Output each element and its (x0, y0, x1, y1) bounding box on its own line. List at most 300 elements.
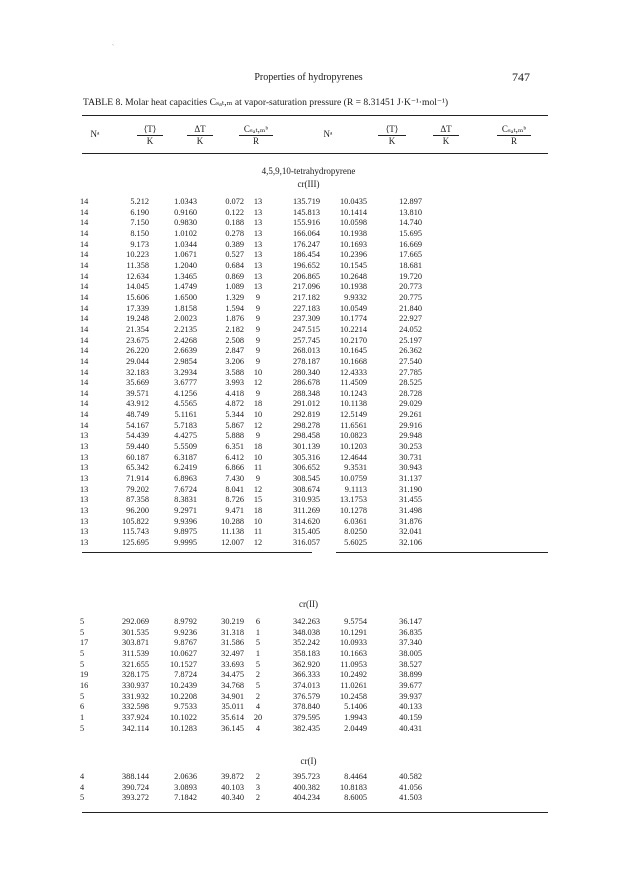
cell-mean-t-right: 305.316 (293, 452, 320, 462)
cell-delta-t-right: 12.4644 (340, 452, 367, 462)
table-row (80, 485, 422, 496)
cell-mean-t-left: 125.695 (122, 538, 149, 547)
cell-n-left: 13 (80, 527, 89, 537)
cell-mean-t-right: 217.182 (293, 292, 320, 302)
cell-heat-capacity-left: 1.876 (225, 314, 244, 324)
cell-n-right: 13 (253, 271, 263, 281)
compound-name: 4,5,9,10-tetrahydropyrene (261, 166, 356, 176)
data-table-cr2 (80, 617, 422, 734)
cell-delta-t-left: 1.2040 (174, 260, 197, 270)
cell-heat-capacity-right: 31.190 (399, 484, 422, 494)
cell-mean-t-left: 6.190 (130, 207, 149, 217)
table-row (80, 357, 422, 368)
cell-delta-t-right: 10.1203 (340, 442, 367, 452)
cell-heat-capacity-left: 8.041 (225, 484, 244, 494)
cell-heat-capacity-left: 31.586 (221, 638, 244, 648)
cell-delta-t-right: 9.9332 (344, 292, 367, 302)
cell-delta-t-right: 1.9943 (344, 712, 367, 722)
table-row (80, 702, 422, 713)
cell-delta-t-left: 6.2419 (174, 463, 197, 473)
cell-heat-capacity-left: 39.872 (221, 772, 244, 781)
cell-mean-t-right: 196.652 (293, 260, 320, 270)
table-row (80, 336, 422, 347)
cell-delta-t-left: 6.3187 (174, 452, 197, 462)
cell-delta-t-left: 1.0344 (174, 239, 197, 249)
cell-delta-t-left: 2.2135 (174, 324, 197, 334)
cell-n-left: 4 (80, 782, 85, 792)
cell-heat-capacity-right: 38.527 (399, 659, 422, 669)
cell-n-left: 14 (80, 367, 89, 377)
cell-heat-capacity-left: 4.872 (225, 399, 244, 409)
cell-delta-t-right: 10.1938 (340, 228, 367, 238)
cell-mean-t-left: 21.354 (126, 324, 149, 334)
table-row (80, 495, 422, 506)
table-row (80, 638, 422, 649)
cell-n-right: 9 (255, 431, 261, 441)
cell-n-right: 5 (255, 680, 261, 690)
cell-delta-t-left: 9.7533 (174, 702, 197, 712)
cell-n-left: 14 (80, 378, 89, 388)
cell-n-left: 14 (80, 250, 89, 260)
cell-heat-capacity-left: 0.389 (225, 239, 244, 249)
cell-mean-t-left: 15.606 (126, 292, 149, 302)
cell-mean-t-right: 404.234 (293, 793, 320, 803)
cell-mean-t-left: 87.358 (126, 495, 149, 505)
cell-delta-t-right: 5.6025 (344, 538, 367, 547)
cell-n-right: 13 (253, 228, 263, 238)
table-row (80, 282, 422, 293)
cell-mean-t-right: 310.935 (293, 495, 320, 505)
cell-heat-capacity-right: 22.927 (399, 314, 422, 324)
cell-heat-capacity-left: 40.103 (221, 782, 244, 792)
cell-delta-t-left: 10.2208 (170, 691, 197, 701)
cell-delta-t-left: 1.0671 (174, 250, 197, 260)
cell-delta-t-right: 10.0435 (340, 197, 367, 206)
col-head-c-right: Cₛₐₜ,ₘᵇ R (490, 124, 538, 146)
cell-mean-t-left: 12.634 (126, 271, 149, 281)
cell-delta-t-left: 1.0343 (174, 197, 197, 206)
table-row (80, 713, 422, 724)
cell-heat-capacity-left: 9.471 (225, 506, 244, 516)
cell-n-left: 4 (80, 772, 85, 781)
cell-n-right: 9 (255, 388, 261, 398)
cell-heat-capacity-left: 1.594 (225, 303, 244, 313)
cell-delta-t-left: 2.0023 (174, 314, 197, 324)
cell-mean-t-right: 227.183 (293, 303, 320, 313)
cell-heat-capacity-right: 19.720 (399, 271, 422, 281)
cell-heat-capacity-left: 33.693 (221, 659, 244, 669)
cell-mean-t-left: 301.535 (122, 627, 149, 637)
cell-delta-t-right: 5.1406 (344, 702, 367, 712)
cell-mean-t-right: 288.348 (293, 388, 320, 398)
cell-heat-capacity-left: 3.993 (225, 378, 244, 388)
cell-heat-capacity-left: 35.011 (221, 702, 244, 712)
cell-n-right: 18 (253, 399, 263, 409)
section-rule-left (82, 552, 312, 553)
cell-heat-capacity-left: 6.866 (225, 463, 244, 473)
cell-n-left: 6 (80, 702, 85, 712)
cell-delta-t-left: 7.8724 (174, 670, 197, 680)
col-head-t-left: ⟨T⟩ K (130, 124, 170, 146)
cell-heat-capacity-right: 28.728 (399, 388, 422, 398)
cell-heat-capacity-right: 41.503 (399, 793, 422, 803)
cell-mean-t-left: 59.440 (126, 442, 149, 452)
cell-mean-t-left: 23.675 (126, 335, 149, 345)
cell-heat-capacity-left: 1.089 (225, 282, 244, 292)
cell-delta-t-right: 10.1668 (340, 356, 367, 366)
cell-n-right: 9 (255, 335, 261, 345)
cell-n-left: 14 (80, 260, 89, 270)
cell-delta-t-left: 1.8158 (174, 303, 197, 313)
cell-mean-t-left: 60.187 (126, 452, 149, 462)
cell-delta-t-left: 4.4275 (174, 431, 197, 441)
cell-mean-t-left: 19.248 (126, 314, 149, 324)
cell-heat-capacity-right: 40.159 (399, 712, 422, 722)
cell-delta-t-right: 10.1138 (340, 399, 367, 409)
cell-delta-t-left: 9.9236 (174, 627, 197, 637)
cell-n-left: 13 (80, 538, 89, 547)
section-label-cr2: cr(II) (299, 599, 318, 609)
col-head-n-right: Nᵃ (323, 129, 333, 139)
cell-heat-capacity-right: 39.937 (399, 691, 422, 701)
cell-heat-capacity-right: 24.052 (399, 324, 422, 334)
cell-n-right: 12 (253, 538, 263, 547)
cell-delta-t-right: 10.1938 (340, 282, 367, 292)
cell-delta-t-right: 10.2396 (340, 250, 367, 260)
table-row (80, 527, 422, 538)
cell-heat-capacity-left: 36.145 (221, 723, 244, 733)
cell-mean-t-right: 358.183 (293, 648, 320, 658)
cell-delta-t-left: 1.4749 (174, 282, 197, 292)
cell-heat-capacity-right: 30.253 (399, 442, 422, 452)
cell-mean-t-right: 376.579 (293, 691, 320, 701)
cell-n-right: 4 (255, 702, 261, 712)
cell-mean-t-right: 280.340 (293, 367, 320, 377)
cell-heat-capacity-left: 40.340 (221, 793, 244, 803)
cell-delta-t-right: 11.0261 (340, 680, 367, 690)
table-row (80, 517, 422, 528)
cell-mean-t-right: 166.064 (293, 228, 320, 238)
cell-n-left: 19 (80, 670, 89, 680)
cell-n-right: 10 (253, 516, 263, 526)
section-rule-right (336, 552, 548, 553)
cell-n-left: 5 (80, 627, 85, 637)
table-row (80, 724, 422, 735)
cell-heat-capacity-left: 3.206 (225, 356, 244, 366)
cell-n-right: 2 (255, 670, 261, 680)
cell-n-left: 14 (80, 388, 89, 398)
cell-n-left: 13 (80, 442, 89, 452)
cell-heat-capacity-right: 29.029 (399, 399, 422, 409)
cell-heat-capacity-left: 10.288 (221, 516, 244, 526)
cell-delta-t-left: 5.7183 (174, 420, 197, 430)
cell-heat-capacity-right: 31.498 (399, 506, 422, 516)
cell-delta-t-left: 9.8975 (174, 527, 197, 537)
cell-mean-t-left: 311.539 (122, 648, 149, 658)
cell-mean-t-right: 306.652 (293, 463, 320, 473)
cell-mean-t-left: 65.342 (126, 463, 149, 473)
cell-delta-t-right: 8.0250 (344, 527, 367, 537)
cell-heat-capacity-left: 0.188 (225, 218, 244, 228)
cell-delta-t-right: 10.2648 (340, 271, 367, 281)
cell-heat-capacity-left: 0.684 (225, 260, 244, 270)
cell-delta-t-right: 11.0953 (340, 659, 367, 669)
cell-delta-t-right: 10.0549 (340, 303, 367, 313)
data-table-cr1 (80, 772, 422, 804)
cell-heat-capacity-left: 8.726 (225, 495, 244, 505)
cell-n-left: 1 (80, 712, 85, 722)
cell-delta-t-left: 8.9792 (174, 617, 197, 626)
cell-mean-t-right: 379.595 (293, 712, 320, 722)
cell-n-right: 10 (253, 452, 263, 462)
cell-mean-t-left: 11.358 (126, 260, 149, 270)
data-table-cr3 (80, 197, 422, 549)
cell-heat-capacity-left: 35.614 (221, 712, 244, 722)
cell-mean-t-right: 145.813 (293, 207, 320, 217)
cell-heat-capacity-right: 31.876 (399, 516, 422, 526)
cell-heat-capacity-left: 3.588 (225, 367, 244, 377)
cell-delta-t-left: 1.0102 (174, 228, 197, 238)
cell-n-left: 14 (80, 239, 89, 249)
cell-n-right: 12 (253, 378, 263, 388)
table-row (80, 197, 422, 208)
cell-n-left: 5 (80, 648, 85, 658)
col-head-n-left: Nᵃ (90, 129, 100, 139)
cell-n-left: 14 (80, 197, 89, 206)
table-row (80, 681, 422, 692)
table-row (80, 389, 422, 400)
cell-heat-capacity-right: 39.677 (399, 680, 422, 690)
cell-delta-t-right: 10.1645 (340, 346, 367, 356)
table-row (80, 421, 422, 432)
cell-n-left: 13 (80, 484, 89, 494)
cell-n-left: 14 (80, 399, 89, 409)
cell-mean-t-right: 247.515 (293, 324, 320, 334)
cell-delta-t-left: 9.8767 (174, 638, 197, 648)
cell-heat-capacity-left: 4.418 (225, 388, 244, 398)
section-label-cr3: cr(III) (297, 179, 320, 189)
cell-heat-capacity-left: 1.329 (225, 292, 244, 302)
cell-delta-t-left: 0.9160 (174, 207, 197, 217)
cell-delta-t-right: 10.1414 (340, 207, 367, 217)
cell-mean-t-left: 321.655 (122, 659, 149, 669)
cell-delta-t-left: 3.0893 (174, 782, 197, 792)
cell-mean-t-right: 257.745 (293, 335, 320, 345)
cell-n-left: 5 (80, 793, 85, 803)
cell-heat-capacity-left: 30.219 (221, 617, 244, 626)
cell-mean-t-left: 292.069 (122, 617, 149, 626)
table-row (80, 506, 422, 517)
cell-delta-t-right: 8.6005 (344, 793, 367, 803)
cell-n-left: 14 (80, 335, 89, 345)
table-row (80, 660, 422, 671)
cell-n-right: 9 (255, 292, 261, 302)
cell-mean-t-right: 352.242 (293, 638, 320, 648)
cell-mean-t-left: 342.114 (122, 723, 149, 733)
cell-mean-t-left: 9.173 (130, 239, 149, 249)
cell-delta-t-left: 10.2439 (170, 680, 197, 690)
cell-n-left: 14 (80, 303, 89, 313)
cell-delta-t-right: 10.2458 (340, 691, 367, 701)
cell-mean-t-right: 362.920 (293, 659, 320, 669)
cell-heat-capacity-left: 6.351 (225, 442, 244, 452)
cell-delta-t-left: 10.0627 (170, 648, 197, 658)
cell-n-right: 5 (255, 638, 261, 648)
table-row (80, 793, 422, 804)
table-row (80, 410, 422, 421)
cell-heat-capacity-left: 5.344 (225, 410, 244, 420)
cell-mean-t-left: 330.937 (122, 680, 149, 690)
cell-delta-t-right: 10.1545 (340, 260, 367, 270)
cell-mean-t-right: 286.678 (293, 378, 320, 388)
table-row (80, 240, 422, 251)
cell-n-right: 13 (253, 282, 263, 292)
cell-heat-capacity-right: 30.943 (399, 463, 422, 473)
cell-heat-capacity-right: 28.525 (399, 378, 422, 388)
table-row (80, 538, 422, 549)
cell-heat-capacity-right: 38.005 (399, 648, 422, 658)
cell-delta-t-right: 12.5149 (340, 410, 367, 420)
cell-delta-t-right: 12.4333 (340, 367, 367, 377)
cell-delta-t-right: 2.0449 (344, 723, 367, 733)
cell-heat-capacity-right: 40.431 (399, 723, 422, 733)
cell-heat-capacity-right: 31.137 (399, 474, 422, 484)
cell-n-left: 13 (80, 516, 89, 526)
cell-mean-t-right: 298.458 (293, 431, 320, 441)
cell-mean-t-left: 32.183 (126, 367, 149, 377)
cell-mean-t-right: 315.405 (293, 527, 320, 537)
cell-mean-t-left: 105.822 (122, 516, 149, 526)
cell-heat-capacity-left: 2.182 (225, 324, 244, 334)
cell-mean-t-left: 332.598 (122, 702, 149, 712)
cell-heat-capacity-right: 27.540 (399, 356, 422, 366)
cell-mean-t-left: 328.175 (122, 670, 149, 680)
cell-mean-t-right: 301.139 (293, 442, 320, 452)
cell-mean-t-left: 71.914 (126, 474, 149, 484)
cell-n-left: 14 (80, 314, 89, 324)
cell-delta-t-right: 10.0933 (340, 638, 367, 648)
cell-heat-capacity-right: 13.810 (399, 207, 422, 217)
cell-heat-capacity-right: 30.731 (399, 452, 422, 462)
cell-mean-t-right: 268.013 (293, 346, 320, 356)
cell-mean-t-right: 311.269 (293, 506, 320, 516)
table-header-rule (82, 153, 548, 154)
cell-mean-t-right: 308.545 (293, 474, 320, 484)
cell-n-left: 14 (80, 410, 89, 420)
cell-n-left: 13 (80, 495, 89, 505)
stray-mark: ˎ (112, 40, 114, 46)
table-row (80, 442, 422, 453)
cell-heat-capacity-left: 5.888 (225, 431, 244, 441)
cell-n-left: 16 (80, 680, 89, 690)
col-head-c-left: Cₛₐₜ,ₘᵇ R (232, 124, 280, 146)
cell-n-left: 14 (80, 228, 89, 238)
cell-delta-t-left: 10.1527 (170, 659, 197, 669)
cell-delta-t-right: 10.0598 (340, 218, 367, 228)
cell-delta-t-right: 10.1663 (340, 648, 367, 658)
cell-mean-t-right: 374.013 (293, 680, 320, 690)
cell-heat-capacity-right: 37.340 (399, 638, 422, 648)
cell-delta-t-left: 9.9396 (174, 516, 197, 526)
table-row (80, 649, 422, 660)
cell-delta-t-right: 9.3531 (344, 463, 367, 473)
table-row (80, 346, 422, 357)
cell-n-left: 14 (80, 292, 89, 302)
cell-heat-capacity-right: 27.785 (399, 367, 422, 377)
table-caption: TABLE 8. Molar heat capacities Cₛₐₜ,ₘ at vapor-saturation pressure (R = 8.31451 J·K⁻¹·mol⁻¹) (83, 97, 449, 108)
cell-heat-capacity-left: 0.869 (225, 271, 244, 281)
cell-n-right: 9 (255, 474, 261, 484)
cell-n-left: 13 (80, 463, 89, 473)
table-row (80, 218, 422, 229)
cell-delta-t-right: 13.1753 (340, 495, 367, 505)
table-row (80, 304, 422, 315)
cell-delta-t-left: 7.6724 (174, 484, 197, 494)
cell-heat-capacity-right: 21.840 (399, 303, 422, 313)
cell-heat-capacity-right: 20.775 (399, 292, 422, 302)
cell-n-left: 5 (80, 723, 85, 733)
cell-delta-t-left: 2.0636 (174, 772, 197, 781)
table-row (80, 314, 422, 325)
cell-mean-t-left: 388.144 (122, 772, 149, 781)
table-row (80, 772, 422, 783)
cell-mean-t-left: 54.167 (126, 420, 149, 430)
cell-n-left: 14 (80, 207, 89, 217)
cell-n-left: 5 (80, 691, 85, 701)
cell-heat-capacity-right: 29.916 (399, 420, 422, 430)
cell-delta-t-left: 3.2934 (174, 367, 197, 377)
cell-mean-t-left: 5.212 (130, 197, 149, 206)
cell-heat-capacity-right: 29.261 (399, 410, 422, 420)
cell-mean-t-left: 337.924 (122, 712, 149, 722)
cell-delta-t-right: 10.0759 (340, 474, 367, 484)
cell-heat-capacity-right: 20.773 (399, 282, 422, 292)
cell-n-left: 14 (80, 271, 89, 281)
cell-delta-t-left: 2.4268 (174, 335, 197, 345)
cell-n-right: 2 (255, 793, 261, 803)
cell-mean-t-right: 135.719 (293, 197, 320, 206)
cell-n-right: 12 (253, 484, 263, 494)
cell-n-right: 5 (255, 659, 261, 669)
cell-mean-t-left: 54.439 (126, 431, 149, 441)
cell-heat-capacity-right: 12.897 (399, 197, 422, 206)
cell-delta-t-left: 6.8963 (174, 474, 197, 484)
cell-delta-t-right: 10.1291 (340, 627, 367, 637)
cell-mean-t-right: 155.916 (293, 218, 320, 228)
cell-mean-t-right: 308.674 (293, 484, 320, 494)
cell-heat-capacity-right: 26.362 (399, 346, 422, 356)
cell-heat-capacity-left: 0.122 (225, 207, 244, 217)
table-top-rule (82, 115, 548, 116)
cell-heat-capacity-right: 17.665 (399, 250, 422, 260)
cell-n-left: 14 (80, 218, 89, 228)
cell-delta-t-right: 10.2214 (340, 324, 367, 334)
cell-mean-t-left: 331.932 (122, 691, 149, 701)
table-bottom-rule (82, 812, 548, 813)
table-row (80, 229, 422, 240)
cell-delta-t-right: 6.0361 (344, 516, 367, 526)
cell-heat-capacity-right: 25.197 (399, 335, 422, 345)
cell-n-left: 13 (80, 452, 89, 462)
cell-n-right: 1 (255, 627, 261, 637)
cell-n-left: 14 (80, 346, 89, 356)
cell-heat-capacity-left: 7.430 (225, 474, 244, 484)
cell-mean-t-left: 303.871 (122, 638, 149, 648)
table-row (80, 431, 422, 442)
cell-heat-capacity-right: 16.669 (399, 239, 422, 249)
cell-delta-t-left: 5.1161 (174, 410, 197, 420)
cell-delta-t-left: 4.1256 (174, 388, 197, 398)
